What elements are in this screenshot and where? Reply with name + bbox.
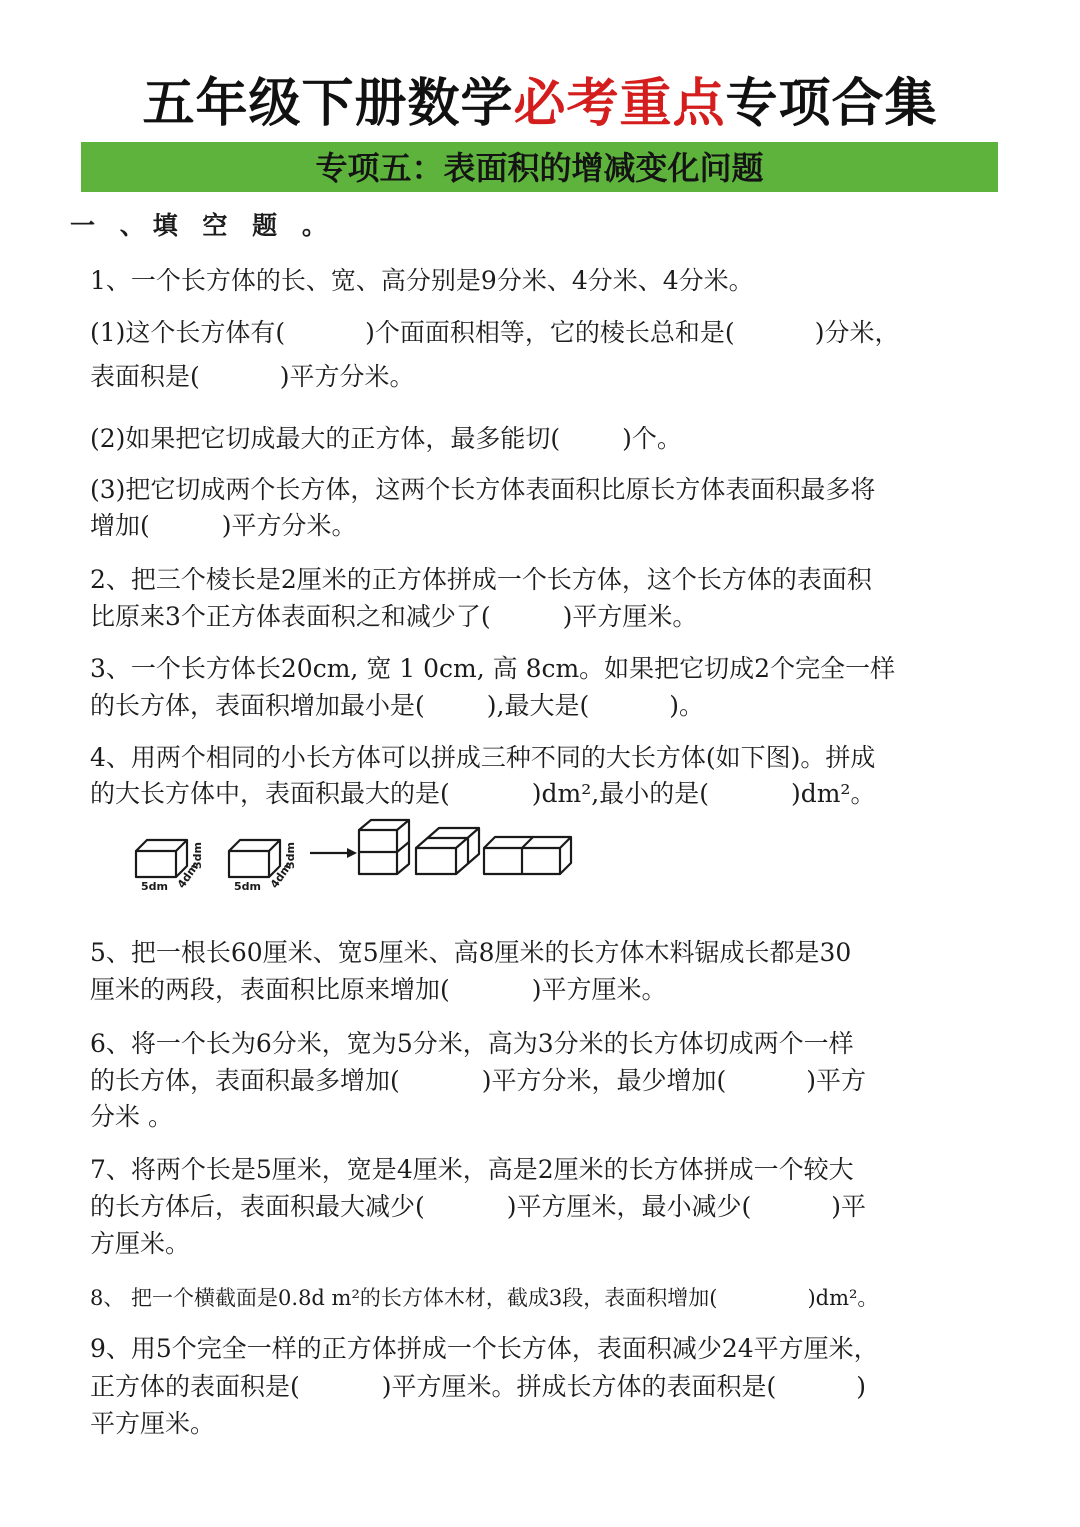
height-label: 3dm	[284, 842, 297, 869]
length-label: 5dm	[141, 880, 168, 893]
q2-line1: 2、把三个棱长是2厘米的正方体拼成一个长方体，这个长方体的表面积	[90, 565, 872, 594]
q6-line3: 分米 。	[90, 1102, 173, 1131]
length-label: 5dm	[234, 880, 261, 893]
section-heading: 一 、填 空 题 。	[70, 211, 335, 240]
q1-part3-line2: 增加( )平方分米。	[90, 511, 357, 540]
width-label: 4dm	[267, 861, 294, 891]
q7-line2: 的长方体后，表面积最大减少( )平方厘米，最小减少( )平	[90, 1192, 867, 1221]
q8-line1: 8、 把一个横截面是0.8d m²的长方体木材，截成3段，表面积增加( )dm²。	[90, 1286, 879, 1310]
q6-line1: 6、将一个长为6分米，宽为5分米，高为3分米的长方体切成两个一样	[90, 1029, 854, 1058]
stacked-cuboid-horizontal	[484, 837, 571, 874]
q1-part3-line1: (3)把它切成两个长方体，这两个长方体表面积比原长方体表面积最多将	[90, 475, 876, 504]
stacked-cuboid-vertical	[359, 820, 409, 874]
q3-line2: 的长方体，表面积增加最小是( ),最大是( )。	[90, 691, 704, 720]
width-label: 4dm	[174, 861, 201, 891]
q1-part1-line2: 表面积是( )平方分米。	[90, 362, 415, 391]
cuboid-figure	[133, 815, 583, 900]
q9-line3: 平方厘米。	[90, 1409, 216, 1438]
q2-line2: 比原来3个正方体表面积之和减少了( )平方厘米。	[90, 602, 698, 631]
q9-line2: 正方体的表面积是( )平方厘米。拼成长方体的表面积是( )	[90, 1372, 867, 1401]
small-cuboid-2	[229, 840, 280, 877]
title-part1: 五年级下册数学	[142, 74, 514, 134]
topic-banner: 专项五：表面积的增减变化问题	[81, 142, 998, 192]
height-label: 3dm	[191, 842, 204, 869]
small-cuboid-1	[136, 840, 187, 877]
q1-stem: 1、一个长方体的长、宽、高分别是9分米、4分米、4分米。	[90, 266, 754, 295]
q4-line2: 的大长方体中，表面积最大的是( )dm²,最小的是( )dm²。	[90, 779, 876, 808]
title-part3: 专项合集	[725, 74, 938, 134]
q3-line1: 3、一个长方体长20cm, 宽 1 0cm, 高 8cm。如果把它切成2个完全一样	[90, 654, 896, 683]
q9-line1: 9、用5个完全一样的正方体拼成一个长方体，表面积减少24平方厘米，	[90, 1334, 879, 1363]
q1-part1-line1: (1)这个长方体有( )个面面积相等，它的棱长总和是( )分米，	[90, 318, 900, 347]
q1-part2: (2)如果把它切成最大的正方体，最多能切( )个。	[90, 424, 682, 453]
title-highlight: 必考重点	[513, 74, 726, 134]
q7-line1: 7、将两个长是5厘米，宽是4厘米，高是2厘米的长方体拼成一个较大	[90, 1155, 854, 1184]
q6-line2: 的长方体，表面积最多增加( )平方分米，最少增加( )平方	[90, 1066, 867, 1095]
page-title	[0, 68, 1080, 140]
q4-line1: 4、用两个相同的小长方体可以拼成三种不同的大长方体(如下图)。拼成	[90, 743, 876, 772]
stacked-cuboid-depth	[416, 828, 479, 874]
q7-line3: 方厘米。	[90, 1229, 191, 1258]
q5-line1: 5、把一根长60厘米、宽5厘米、高8厘米的长方体木料锯成长都是30	[90, 938, 852, 967]
q5-line2: 厘米的两段，表面积比原来增加( )平方厘米。	[90, 975, 667, 1004]
